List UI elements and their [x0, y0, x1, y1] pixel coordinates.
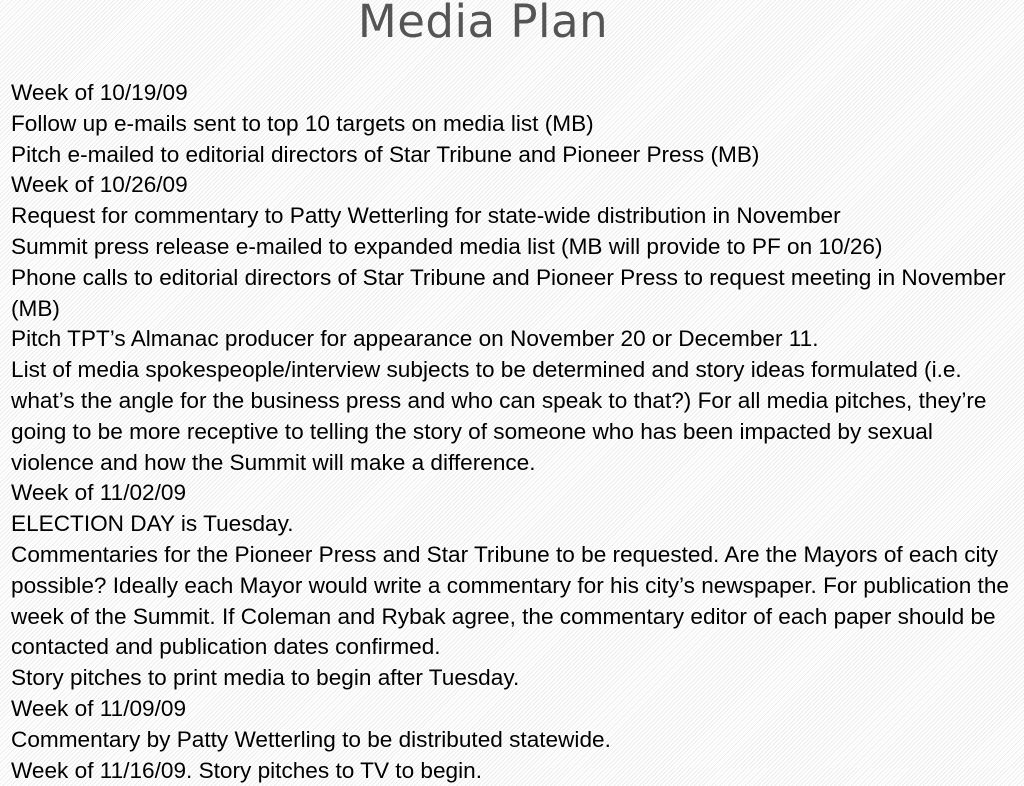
- text-line: Commentary by Patty Wetterling to be distributed statewide.: [11, 726, 611, 752]
- text-line: Week of 11/16/09. Story pitches to TV to begin.: [11, 757, 482, 783]
- text-line: Phone calls to editorial directors of Star Tribune and Pioneer Press to request meeting in November (MB): [11, 264, 1006, 321]
- text-line: Request for commentary to Patty Wetterling for state-wide distribution in November: [11, 203, 841, 229]
- text-line: Pitch e-mailed to editorial directors of Star Tribune and Pioneer Press (MB): [11, 141, 760, 167]
- text-line: Story pitches to print media to begin after Tuesday.: [11, 665, 520, 691]
- week-heading: Week of 10/19/09: [11, 80, 188, 105]
- text-line: Summit press release e-mailed to expanded media list (MB will provide to PF on 10/26): [11, 233, 883, 259]
- week-heading: Week of 10/26/09: [11, 172, 188, 198]
- slide-body: [11, 78, 1019, 786]
- text-line: Follow up e-mails sent to top 10 targets on media list (MB): [11, 110, 594, 136]
- text-paragraph: Commentaries for the Pioneer Press and Star Tribune to be requested. Are the Mayors of each city possible? Ideally each Mayor would write a commentary for his city’s newspaper. For publication the week of the Summit. If Coleman and Rybak agree, the commentary editor of each paper should be contacted and publication dates confirmed.: [11, 541, 1009, 660]
- slide-title: Media Plan: [357, 0, 609, 48]
- text-line: ELECTION DAY is Tuesday.: [11, 511, 294, 537]
- week-heading: Week of 11/09/09: [11, 695, 187, 721]
- text-paragraph: List of media spokespeople/interview subjects to be determined and story ideas formulated (i.e. what’s the angle for the business press and who can speak to that?) For all media pitches, they’re going to be more receptive to telling the story of someone who has been impacted by sexual violence and how the Summit will make a difference.: [11, 357, 987, 475]
- text-line: Pitch TPT’s Almanac producer for appearance on November 20 or December 11.: [11, 326, 819, 352]
- week-heading: Week of 11/02/09: [11, 480, 187, 506]
